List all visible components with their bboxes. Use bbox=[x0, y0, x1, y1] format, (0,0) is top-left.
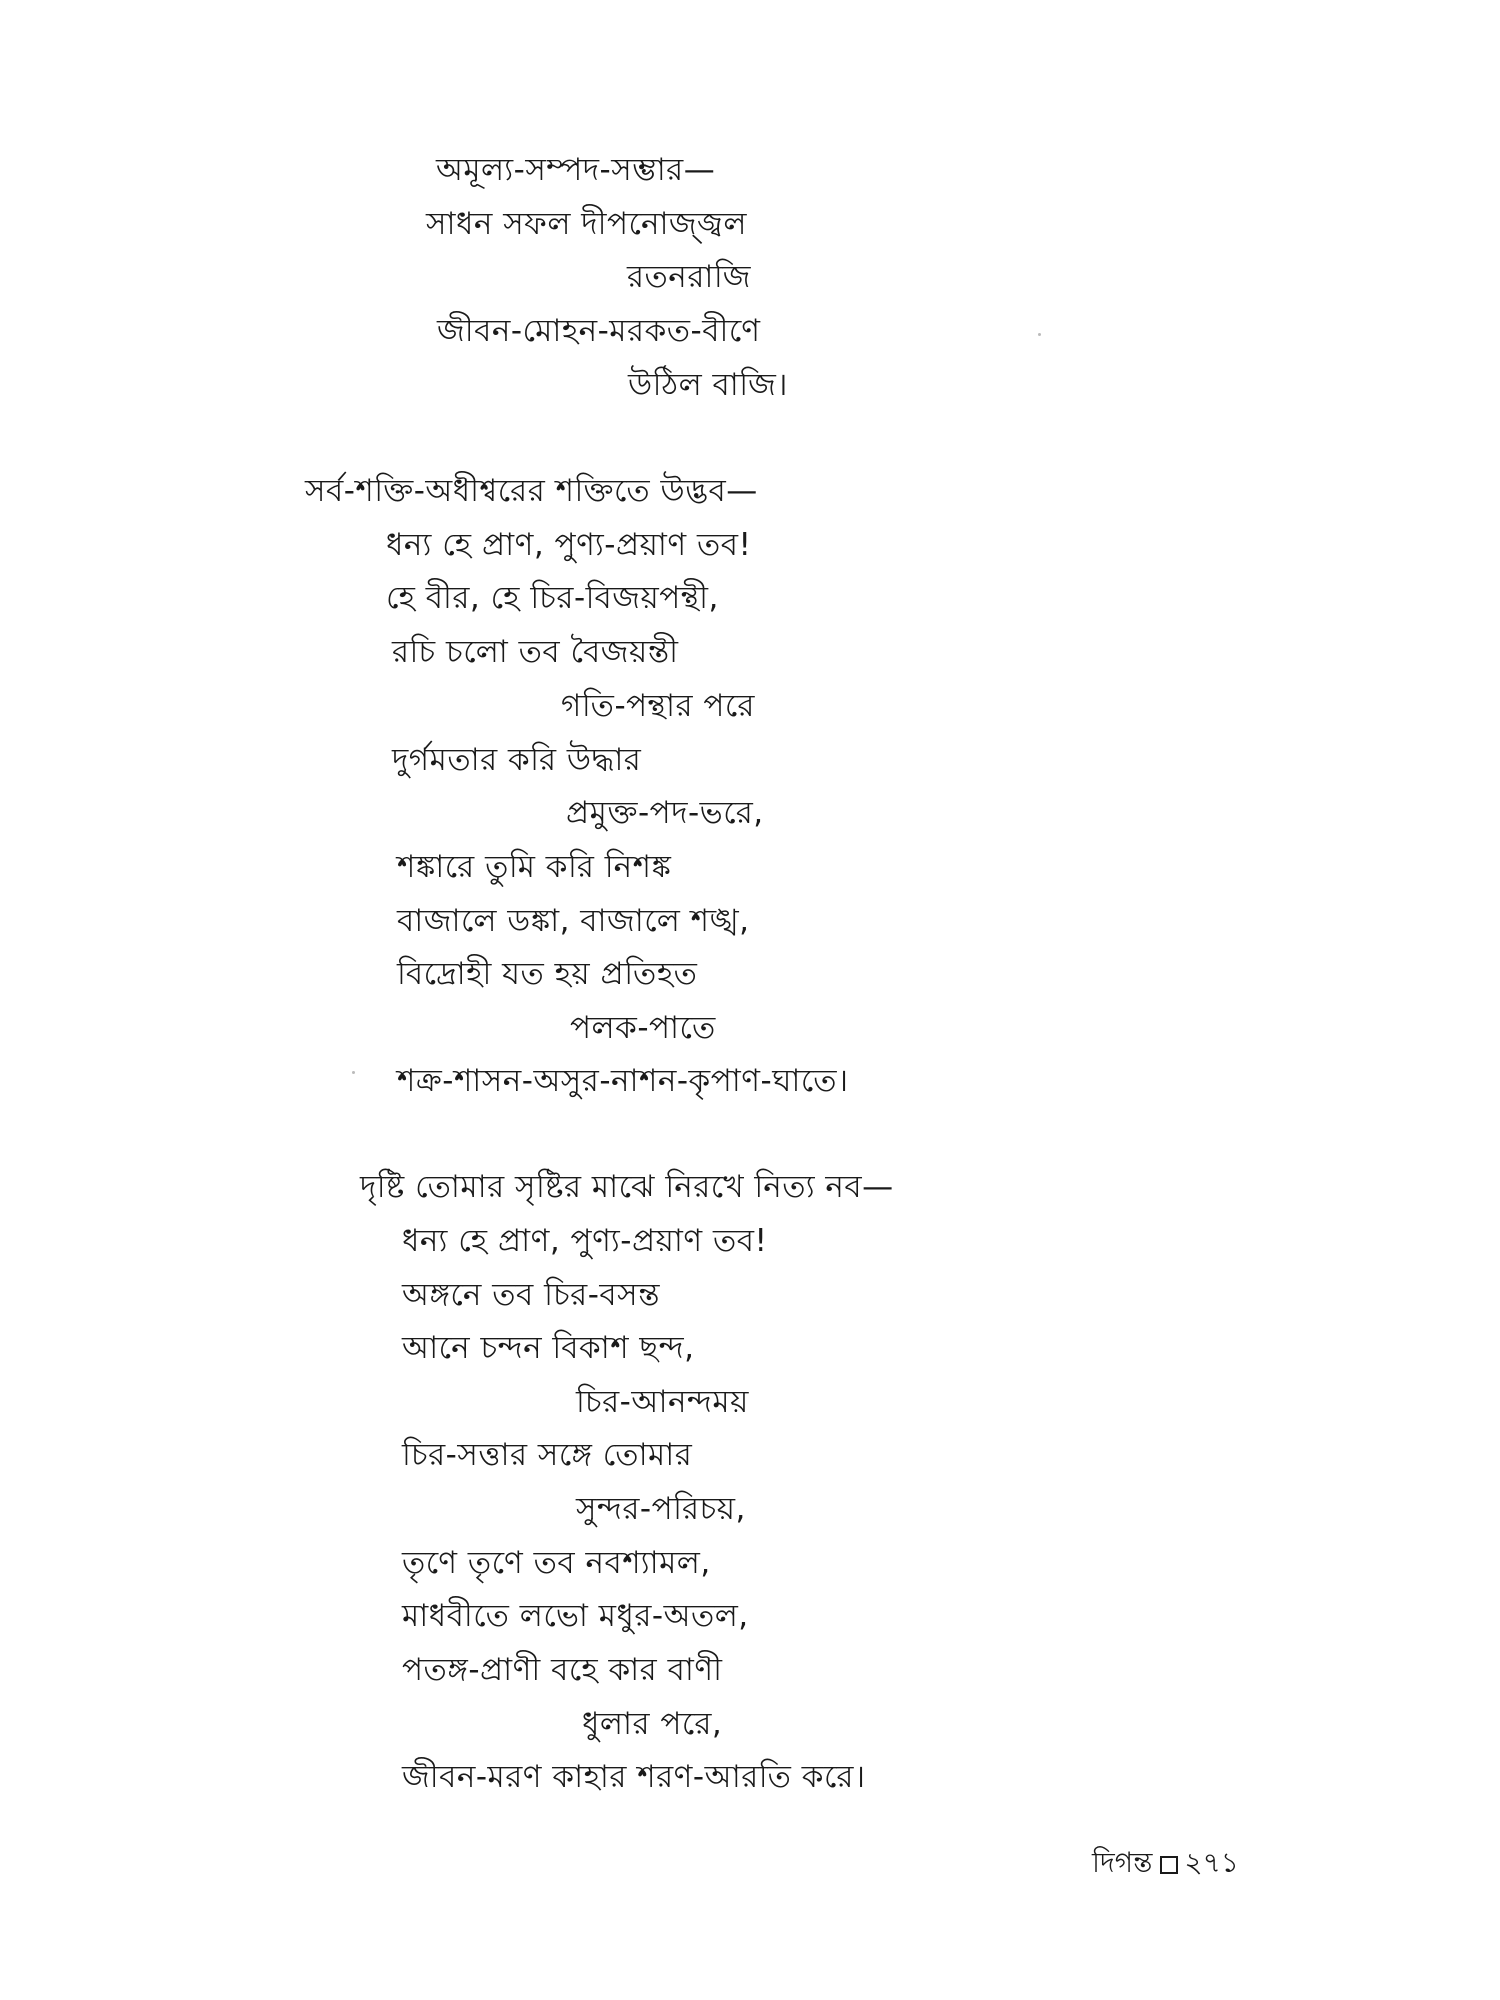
poem-line: উঠিল বাজি। bbox=[628, 367, 788, 403]
poem-line: মাধবীতে লভো মধুর-অতল, bbox=[402, 1598, 749, 1634]
poem-line: বিদ্রোহী যত হয় প্রতিহত bbox=[397, 956, 698, 992]
poem-line: রতনরাজি bbox=[627, 259, 751, 295]
scan-speck bbox=[352, 1071, 355, 1074]
poem-line: জীবন-মোহন-মরকত-বীণে bbox=[437, 313, 761, 349]
poem-line: বাজালে ডঙ্কা, বাজালে শঙ্খ, bbox=[397, 903, 750, 939]
poem-line: পতঙ্গ-প্রাণী বহে কার বাণী bbox=[402, 1652, 723, 1688]
poem-line: পলক-পাতে bbox=[570, 1010, 716, 1046]
poem-line: শঙ্কারে তুমি করি নিশঙ্ক bbox=[397, 849, 672, 885]
poem-line: আনে চন্দন বিকাশ ছন্দ, bbox=[402, 1330, 695, 1366]
poem-line: সুন্দর-পরিচয়, bbox=[576, 1491, 746, 1527]
poem-line: তৃণে তৃণে তব নবশ্যামল, bbox=[402, 1545, 711, 1581]
poem-line: সাধন সফল দীপনোজ্জ্বল bbox=[426, 206, 747, 242]
poem-line: ধন্য হে প্রাণ, পুণ্য-প্রয়াণ তব! bbox=[402, 1223, 768, 1259]
poem-line: প্রমুক্ত-পদ-ভরে, bbox=[566, 795, 764, 831]
poem-line: গতি-পন্থার পরে bbox=[561, 688, 755, 724]
poem-line: রচি চলো তব বৈজয়ন্তী bbox=[392, 634, 679, 670]
poem-line: দুর্গমতার করি উদ্ধার bbox=[392, 742, 642, 778]
scan-speck bbox=[1038, 333, 1041, 336]
page-number: ২৭১ bbox=[1184, 1846, 1239, 1879]
poem-line: ধুলার পরে, bbox=[582, 1706, 723, 1742]
poem-line: ধন্য হে প্রাণ, পুণ্য-প্রয়াণ তব! bbox=[386, 527, 752, 563]
poem-line: জীবন-মরণ কাহার শরণ-আরতি করে। bbox=[402, 1759, 866, 1795]
poem-line: শক্র-শাসন-অসুর-নাশন-কৃপাণ-ঘাতে। bbox=[397, 1063, 849, 1099]
page-footer bbox=[1092, 1845, 1239, 1881]
poem-line: সর্ব-শক্তি-অধীশ্বরের শক্তিতে উদ্ভব— bbox=[305, 473, 758, 509]
poem-line: চির-আনন্দময় bbox=[576, 1384, 749, 1420]
square-box-icon bbox=[1160, 1856, 1178, 1874]
book-title: দিগন্ত bbox=[1092, 1846, 1153, 1879]
poem-line: দৃষ্টি তোমার সৃষ্টির মাঝে নিরখে নিত্য নব— bbox=[360, 1169, 894, 1205]
poem-line: অঙ্গনে তব চির-বসন্ত bbox=[402, 1277, 661, 1313]
poem-line: চির-সত্তার সঙ্গে তোমার bbox=[402, 1437, 693, 1473]
poem-line: হে বীর, হে চির-বিজয়পন্থী, bbox=[386, 580, 719, 616]
poem-line: অমূল্য-সম্পদ-সম্ভার— bbox=[436, 152, 716, 188]
